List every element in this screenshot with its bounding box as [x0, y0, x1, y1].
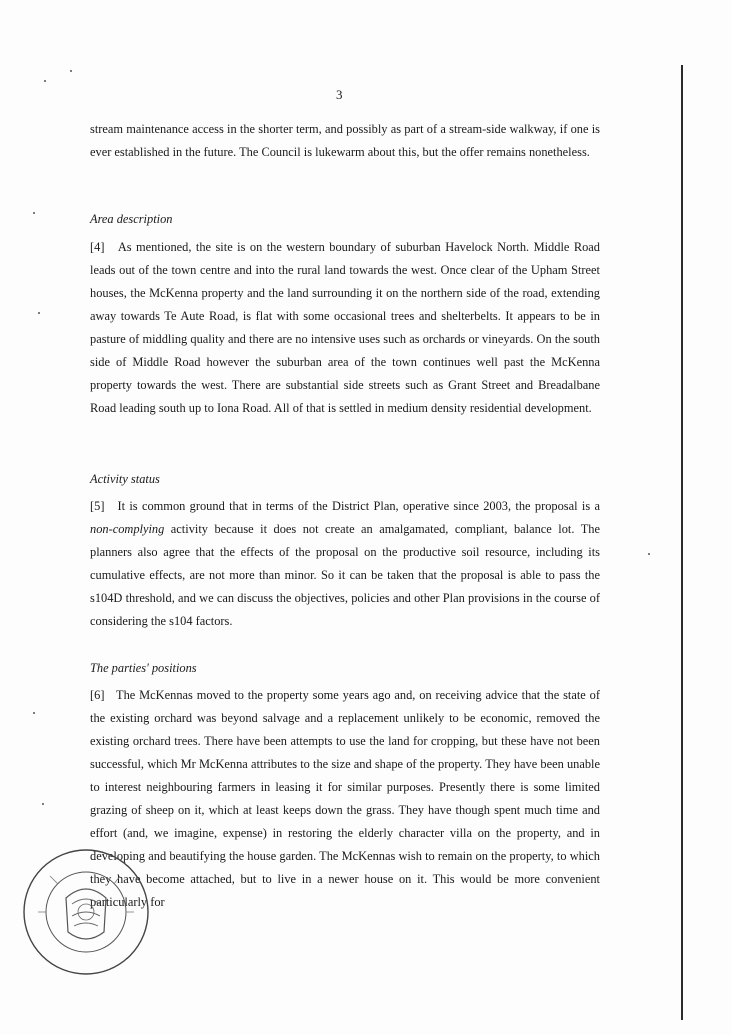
activity-status-heading: Activity status — [90, 472, 160, 486]
page-number: 3 — [336, 87, 343, 102]
scan-speck — [33, 712, 35, 714]
parties-positions-paragraph: [6] The McKennas moved to the property some years ago and, on receiving advice that the state of the existing orchard was beyond salvage and a replacement unlikely to be economic, removed the existing orchard trees. There have been attempts to use the land for cropping, but these have not been successful, which Mr McKenna attributes to the size and shape of the property. They have been unable to interest neighbouring farmers in leasing it for similar purposes. Presently there is some limited grazing of sheep on it, which at least keeps down the grass. They have though spent much time and effort (and, we imagine, expense) in restoring the elderly character villa on the property, and in developing and beautifying the house garden. The McKennas wish to remain on the property, to which they have become attached, but to live in a newer house on it. This would be more convenient particularly for — [90, 688, 600, 909]
area-description-paragraph: [4] As mentioned, the site is on the western boundary of suburban Havelock North. Middle Road leads out of the town centre and into the rural land towards the west. Once clear of the Upham Street houses, the McKenna property and the land surrounding it on the northern side of the road, extending away towards Te Aute Road, is flat with some occasional trees and shelterbelts. It appears to be in pasture of middling quality and there are no intensive uses such as orchards or vineyards. On the south side of Middle Road however the suburban area of the town continues well past the McKenna property towards the west. There are substantial side streets such as Grant Street and Breadalbane Road leading south up to Iona Road. All of that is settled in medium density residential development. — [90, 240, 600, 415]
scan-speck — [33, 212, 35, 214]
scan-speck — [648, 553, 650, 555]
intro-paragraph: stream maintenance access in the shorter term, and possibly as part of a stream-side walkway, if one is ever established in the future. The Council is lukewarm about this, but the offer remains nonetheless. — [90, 122, 600, 159]
scan-speck — [38, 312, 40, 314]
right-margin-rule — [681, 65, 683, 1020]
scan-speck — [42, 803, 44, 805]
emphasis-text: non-complying — [90, 522, 165, 536]
paragraph-text: activity because it does not create an amalgamated, compliant, balance lot. The planners also agree that the effects of the proposal on the productive soil resource, including its cumulative effects, are not more than minor. So it can be taken that the proposal is able to pass the s104D threshold, and we can discuss the objectives, policies and other Plan provisions in the course of considering the s104 factors. — [90, 522, 600, 628]
paragraph-text: [5] It is common ground that in terms of the District Plan, operative since 2003, the proposal is a — [90, 499, 600, 513]
parties-positions-heading: The parties' positions — [90, 661, 197, 675]
scan-speck — [70, 70, 72, 72]
activity-status-paragraph — [90, 495, 600, 633]
area-description-heading: Area description — [90, 212, 173, 226]
scan-speck — [44, 80, 46, 82]
environment-court-seal-icon — [20, 846, 152, 978]
